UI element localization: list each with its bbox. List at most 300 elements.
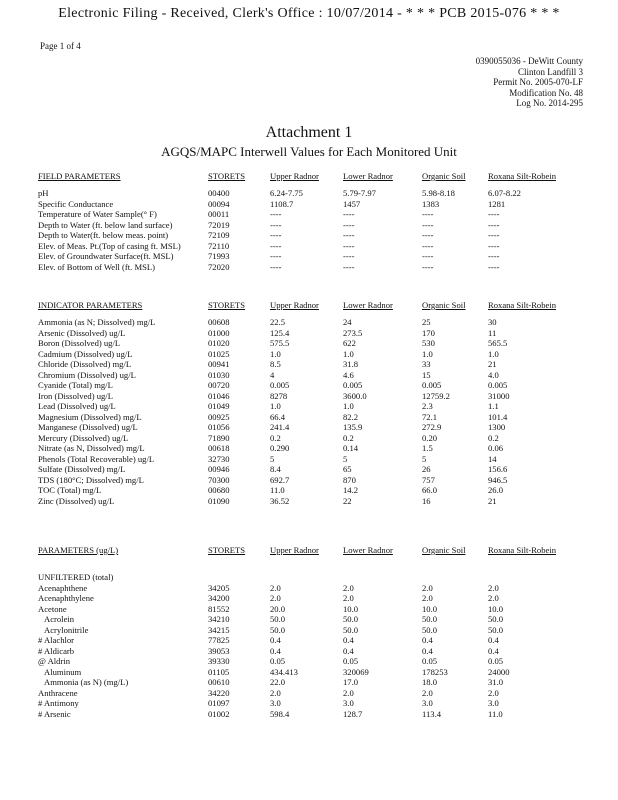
cell-value: 135.9	[343, 422, 363, 432]
parameter-name: Cyanide (Total) mg/L	[38, 380, 113, 390]
meta-line: 0390055036 - DeWitt County	[475, 56, 583, 66]
cell-value: 5.98-8.18	[422, 188, 455, 198]
cell-value: 10.0	[488, 603, 504, 614]
cell-value: 3.0	[270, 698, 281, 708]
cell-value: 36.52	[270, 495, 290, 506]
parameter-name: # Antimony	[38, 698, 79, 708]
cell-value: 50.0	[270, 614, 286, 624]
cell-value: 00946	[208, 464, 230, 474]
cell-value: 01030	[208, 369, 230, 380]
cell-value: 0.06	[488, 443, 504, 453]
parameters-table	[38, 545, 568, 719]
cell-value: 1383	[422, 198, 440, 209]
table-row	[38, 338, 568, 349]
cell-value: 113.4	[422, 708, 442, 719]
cell-value: 0.005	[422, 380, 442, 390]
table-row	[38, 349, 568, 360]
cell-value: 66.4	[270, 411, 286, 422]
cell-value: 565.5	[488, 338, 508, 348]
cell-value: ----	[488, 219, 500, 230]
cell-value: 530	[422, 338, 435, 348]
cell-value: 1108.7	[270, 198, 294, 209]
cell-value: 12759.2	[422, 390, 450, 401]
cell-value: 31.8	[343, 359, 359, 369]
document-meta	[476, 56, 583, 109]
cell-value: 1.1	[488, 401, 499, 411]
cell-value: ----	[422, 251, 434, 261]
cell-value: 26.0	[488, 485, 504, 495]
cell-value: 3600.0	[343, 390, 367, 401]
parameter-name: pH	[38, 188, 49, 198]
cell-value: 01049	[208, 401, 230, 411]
cell-value: 31.0	[488, 677, 504, 687]
cell-value: 14	[488, 453, 497, 464]
cell-value: 0.05	[343, 656, 359, 666]
cell-value: 946.5	[488, 474, 508, 485]
cell-value: 598.4	[270, 708, 290, 719]
cell-value: 0.005	[343, 380, 363, 390]
cell-value: 01046	[208, 390, 230, 401]
section-label: UNFILTERED (total)	[38, 572, 114, 582]
cell-value: 01000	[208, 327, 230, 338]
cell-value: ----	[422, 240, 434, 251]
cell-value: 16	[422, 495, 431, 506]
parameter-name: Phenols (Total Recoverable) ug/L	[38, 453, 155, 464]
cell-value: 24	[343, 317, 352, 327]
cell-value: 870	[343, 474, 356, 485]
table-row	[38, 241, 568, 252]
cell-value: 33	[422, 359, 431, 369]
table-row	[38, 667, 568, 678]
table-row	[38, 656, 568, 667]
cell-value: 0.4	[343, 645, 354, 656]
cell-value: 22	[343, 495, 352, 506]
cell-value: 10.0	[422, 603, 438, 614]
cell-value: 34210	[208, 614, 230, 624]
table-row	[38, 635, 568, 646]
cell-value: 34220	[208, 687, 230, 698]
table-row	[38, 209, 568, 220]
cell-value: 21	[488, 359, 497, 369]
table-row	[38, 328, 568, 339]
cell-value: ----	[270, 251, 282, 261]
column-header: STORETS	[208, 545, 246, 555]
table-row	[38, 199, 568, 210]
cell-value: 72020	[208, 261, 230, 272]
cell-value: 1.0	[343, 401, 354, 411]
meta-line: Permit No. 2005-070-LF	[493, 77, 583, 87]
cell-value: 5	[270, 453, 275, 464]
cell-value: 01097	[208, 698, 230, 708]
table-row	[38, 604, 568, 615]
cell-value: 01002	[208, 708, 230, 719]
parameter-name: Depth to Water(ft. below meas. point)	[38, 230, 169, 240]
parameter-name: # Arsenic	[38, 708, 71, 719]
cell-value: ----	[270, 209, 282, 219]
table-row	[38, 230, 568, 241]
cell-value: 50.0	[422, 624, 438, 635]
cell-value: 34205	[208, 582, 230, 593]
cell-value: 22.0	[270, 677, 286, 687]
cell-value: ----	[488, 251, 500, 261]
cell-value: 2.0	[270, 593, 281, 603]
cell-value: 0.4	[422, 635, 433, 645]
cell-value: 757	[422, 474, 435, 485]
cell-value: 00720	[208, 380, 230, 390]
column-header: STORETS	[208, 300, 246, 310]
cell-value: 434.413	[270, 666, 298, 677]
cell-value: 0.005	[270, 380, 290, 390]
cell-value: 0.4	[343, 635, 354, 645]
cell-value: 01056	[208, 422, 230, 432]
cell-value: 692.7	[270, 474, 290, 485]
table-row	[38, 359, 568, 370]
column-header: STORETS	[208, 171, 246, 181]
cell-value: ----	[343, 209, 355, 219]
cell-value: ----	[343, 251, 355, 261]
cell-value: 14.2	[343, 485, 359, 495]
cell-value: 3.0	[422, 698, 433, 708]
cell-value: 34215	[208, 624, 230, 635]
cell-value: 1.0	[422, 348, 433, 359]
table-row	[38, 370, 568, 381]
table-row	[38, 485, 568, 496]
parameter-name: Depth to Water (ft. below land surface)	[38, 219, 173, 230]
parameter-name: Elev. of Bottom of Well (ft. MSL)	[38, 261, 155, 272]
table-row	[38, 614, 568, 625]
cell-value: 622	[343, 338, 356, 348]
table-row	[38, 188, 568, 199]
cell-value: 4	[270, 369, 275, 380]
cell-value: ----	[422, 230, 434, 240]
parameter-name: Mercury (Dissolved) ug/L	[38, 432, 129, 443]
cell-value: 00608	[208, 317, 230, 327]
meta-line: Clinton Landfill 3	[518, 66, 583, 77]
cell-value: 71993	[208, 251, 230, 261]
parameter-name: Elev. of Groundwater Surface(ft. MSL)	[38, 251, 174, 261]
cell-value: 22.5	[270, 317, 286, 327]
cell-value: 2.0	[343, 582, 354, 593]
column-header: FIELD PARAMETERS	[38, 171, 121, 181]
cell-value: 8.4	[270, 464, 281, 474]
cell-value: 01090	[208, 495, 230, 506]
cell-value: 34200	[208, 593, 230, 603]
table-row	[38, 422, 568, 433]
cell-value: 1.0	[488, 348, 499, 359]
cell-value: 170	[422, 327, 435, 338]
cell-value: ----	[343, 240, 355, 251]
cell-value: 00680	[208, 485, 230, 495]
table-row	[38, 412, 568, 423]
parameter-name: Cadmium (Dissolved) ug/L	[38, 348, 133, 359]
cell-value: 77825	[208, 635, 230, 645]
cell-value: 101.4	[488, 411, 508, 422]
table-header-row	[38, 300, 568, 317]
cell-value: ----	[270, 219, 282, 230]
table-row	[38, 709, 568, 720]
parameter-name: @ Aldrin	[38, 656, 71, 666]
cell-value: 2.0	[422, 582, 433, 593]
cell-value: 125.4	[270, 327, 290, 338]
table-row	[38, 677, 568, 688]
cell-value: 1457	[343, 198, 361, 209]
meta-line: Log No. 2014-295	[516, 98, 583, 108]
cell-value: 00610	[208, 677, 230, 687]
table-row	[38, 475, 568, 486]
table-row	[38, 262, 568, 273]
meta-line: Modification No. 48	[509, 87, 583, 98]
cell-value: 1300	[488, 422, 506, 432]
parameter-name: Sulfate (Dissolved) mg/L	[38, 464, 126, 474]
cell-value: 17.0	[343, 677, 359, 687]
cell-value: ----	[270, 240, 282, 251]
cell-value: 82.2	[343, 411, 359, 422]
column-header: INDICATOR PARAMETERS	[38, 300, 143, 310]
cell-value: ----	[488, 230, 500, 240]
cell-value: 0.2	[270, 432, 281, 443]
cell-value: 273.5	[343, 327, 363, 338]
table-row	[38, 433, 568, 444]
cell-value: 1281	[488, 198, 506, 209]
parameter-name: # Alachlor	[38, 635, 75, 645]
cell-value: ----	[422, 219, 434, 230]
table-row	[38, 593, 568, 604]
cell-value: 0.4	[270, 645, 281, 656]
cell-value: 0.20	[422, 432, 438, 443]
table-row	[38, 464, 568, 475]
cell-value: 11.0	[488, 708, 503, 719]
column-header: Upper Radnor	[270, 300, 319, 310]
column-header: Lower Radnor	[343, 300, 393, 310]
cell-value: 0.4	[270, 635, 281, 645]
parameter-name: Iron (Dissolved) ug/L	[38, 390, 113, 401]
column-header: Lower Radnor	[343, 545, 393, 555]
parameter-name: Elev. of Meas. Pt.(Top of casing ft. MSL)	[38, 240, 181, 251]
cell-value: 50.0	[488, 614, 504, 624]
table-row	[38, 443, 568, 454]
cell-value: 72110	[208, 240, 230, 251]
cell-value: 11	[488, 327, 497, 338]
cell-value: 71890	[208, 432, 230, 443]
cell-value: 5	[422, 453, 427, 464]
cell-value: 50.0	[343, 624, 359, 635]
cell-value: 6.24-7.75	[270, 188, 303, 198]
cell-value: 0.2	[488, 432, 499, 443]
table-row	[38, 401, 568, 412]
cell-value: 0.290	[270, 443, 290, 453]
cell-value: 0.4	[488, 645, 499, 656]
parameter-name: # Aldicarb	[38, 645, 75, 656]
cell-value: 24000	[488, 666, 510, 677]
parameter-name: TOC (Total) mg/L	[38, 485, 102, 495]
cell-value: 2.0	[488, 687, 499, 698]
cell-value: 72019	[208, 219, 230, 230]
cell-value: 0.05	[270, 656, 286, 666]
column-header: Organic Soil	[422, 171, 466, 181]
cell-value: 1.0	[270, 401, 281, 411]
table-row	[38, 688, 568, 699]
cell-value: 50.0	[270, 624, 286, 635]
parameter-name: Aluminum	[44, 666, 82, 677]
table-header-row	[38, 545, 568, 562]
column-header: Roxana Silt-Robein	[488, 545, 557, 555]
cell-value: 4.0	[488, 369, 499, 380]
cell-value: ----	[422, 209, 434, 219]
parameter-name: Chloride (Dissolved) mg/L	[38, 359, 132, 369]
cell-value: ----	[270, 230, 282, 240]
parameter-name: Chromium (Dissolved) ug/L	[38, 369, 136, 380]
parameter-name: Temperature of Water Sample(° F)	[38, 209, 157, 219]
cell-value: 00011	[208, 209, 230, 219]
cell-value: 50.0	[422, 614, 438, 624]
parameter-name: Arsenic (Dissolved) ug/L	[38, 327, 126, 338]
page-number: Page 1 of 4	[40, 41, 81, 51]
table-row	[38, 583, 568, 594]
cell-value: 31000	[488, 390, 510, 401]
table-row	[38, 496, 568, 507]
cell-value: ----	[422, 261, 434, 272]
cell-value: 5	[343, 453, 348, 464]
cell-value: ----	[270, 261, 282, 272]
parameter-name: Manganese (Dissolved) ug/L	[38, 422, 138, 432]
table-row	[38, 251, 568, 262]
column-header: Organic Soil	[422, 545, 466, 555]
cell-value: 8278	[270, 390, 288, 401]
cell-value: 8.5	[270, 359, 281, 369]
cell-value: 2.0	[270, 687, 281, 698]
cell-value: 2.0	[488, 593, 499, 603]
cell-value: 2.0	[343, 687, 354, 698]
cell-value: 178253	[422, 666, 448, 677]
parameter-name: Zinc (Dissolved) ug/L	[38, 495, 115, 506]
parameter-name: Acenaphthene	[38, 582, 88, 593]
parameter-name: Anthracene	[38, 687, 78, 698]
cell-value: ----	[343, 219, 355, 230]
column-header: PARAMETERS (ug/L)	[38, 545, 119, 555]
cell-value: 10.0	[343, 603, 359, 614]
cell-value: ----	[488, 209, 500, 219]
cell-value: 2.0	[488, 582, 499, 593]
parameter-name: TDS (180°C; Dissolved) mg/L	[38, 474, 144, 485]
table-row	[38, 220, 568, 231]
cell-value: 72109	[208, 230, 230, 240]
cell-value: 1.0	[270, 348, 281, 359]
parameter-name: Lead (Dissolved) ug/L	[38, 401, 116, 411]
table-row	[38, 625, 568, 636]
cell-value: 0.05	[488, 656, 504, 666]
cell-value: 156.6	[488, 464, 508, 474]
parameter-name: Nitrate (as N, Dissolved) mg/L	[38, 443, 145, 453]
cell-value: 15	[422, 369, 431, 380]
cell-value: 50.0	[343, 614, 359, 624]
field-parameters-table	[38, 171, 568, 272]
cell-value: ----	[488, 240, 500, 251]
cell-value: 50.0	[488, 624, 504, 635]
cell-value: 18.0	[422, 677, 438, 687]
parameter-name: Acetone	[38, 603, 67, 614]
filing-header: Electronic Filing - Received, Clerk's Office : 10/07/2014 - * * * PCB 2015-076 * * *	[58, 6, 560, 21]
cell-value: 0.2	[343, 432, 354, 443]
cell-value: 70300	[208, 474, 230, 485]
parameter-name: Acrolein	[44, 614, 75, 624]
cell-value: 2.3	[422, 401, 433, 411]
column-header: Upper Radnor	[270, 545, 319, 555]
column-header: Roxana Silt-Robein	[488, 300, 557, 310]
table-row	[38, 317, 568, 328]
cell-value: 26	[422, 464, 431, 474]
cell-value: 320069	[343, 666, 369, 677]
cell-value: 20.0	[270, 603, 286, 614]
cell-value: 4.6	[343, 369, 354, 380]
cell-value: 32730	[208, 453, 230, 464]
cell-value: 3.0	[488, 698, 499, 708]
cell-value: 0.4	[422, 645, 433, 656]
cell-value: 01105	[208, 666, 230, 677]
cell-value: 11.0	[270, 485, 285, 495]
cell-value: 128.7	[343, 708, 363, 719]
cell-value: 0.4	[488, 635, 499, 645]
document-subtitle: AGQS/MAPC Interwell Values for Each Monitored Unit	[161, 144, 457, 159]
document-title: Attachment 1	[265, 124, 353, 141]
cell-value: 65	[343, 464, 352, 474]
cell-value: 2.0	[270, 582, 281, 593]
parameter-name: Acrylonitrile	[44, 624, 89, 635]
indicator-parameters-table	[38, 300, 568, 506]
cell-value: 21	[488, 495, 497, 506]
cell-value: 2.0	[422, 593, 433, 603]
cell-value: 66.0	[422, 485, 438, 495]
cell-value: ----	[343, 230, 355, 240]
parameter-name: Ammonia (as N) (mg/L)	[44, 677, 129, 687]
table-row	[38, 698, 568, 709]
parameter-name: Magnesium (Dissolved) mg/L	[38, 411, 142, 422]
cell-value: 81552	[208, 603, 230, 614]
cell-value: 575.5	[270, 338, 290, 348]
cell-value: 25	[422, 317, 431, 327]
parameter-name: Ammonia (as N; Dissolved) mg/L	[38, 317, 156, 327]
cell-value: 01020	[208, 338, 230, 348]
column-header: Organic Soil	[422, 300, 466, 310]
cell-value: 39330	[208, 656, 230, 666]
column-header: Upper Radnor	[270, 171, 319, 181]
cell-value: 00618	[208, 443, 230, 453]
cell-value: 01025	[208, 348, 230, 359]
cell-value: 0.05	[422, 656, 438, 666]
cell-value: 00941	[208, 359, 230, 369]
cell-value: 30	[488, 317, 497, 327]
cell-value: 6.07-8.22	[488, 188, 521, 198]
cell-value: ----	[343, 261, 355, 272]
cell-value: 72.1	[422, 411, 438, 422]
cell-value: 3.0	[343, 698, 354, 708]
cell-value: 1.0	[343, 348, 354, 359]
column-header: Lower Radnor	[343, 171, 393, 181]
cell-value: 00094	[208, 198, 230, 209]
table-row	[38, 380, 568, 391]
cell-value: 0.005	[488, 380, 508, 390]
table-header-row	[38, 171, 568, 188]
cell-value: 2.0	[343, 593, 354, 603]
cell-value: 0.14	[343, 443, 359, 453]
table-row	[38, 391, 568, 402]
cell-value: 5.79-7.97	[343, 188, 376, 198]
cell-value: 00925	[208, 411, 230, 422]
cell-value: 2.0	[422, 687, 433, 698]
cell-value: 00400	[208, 188, 230, 198]
cell-value: ----	[488, 261, 500, 272]
column-header: Roxana Silt-Robein	[488, 171, 557, 181]
cell-value: 1.5	[422, 443, 433, 453]
